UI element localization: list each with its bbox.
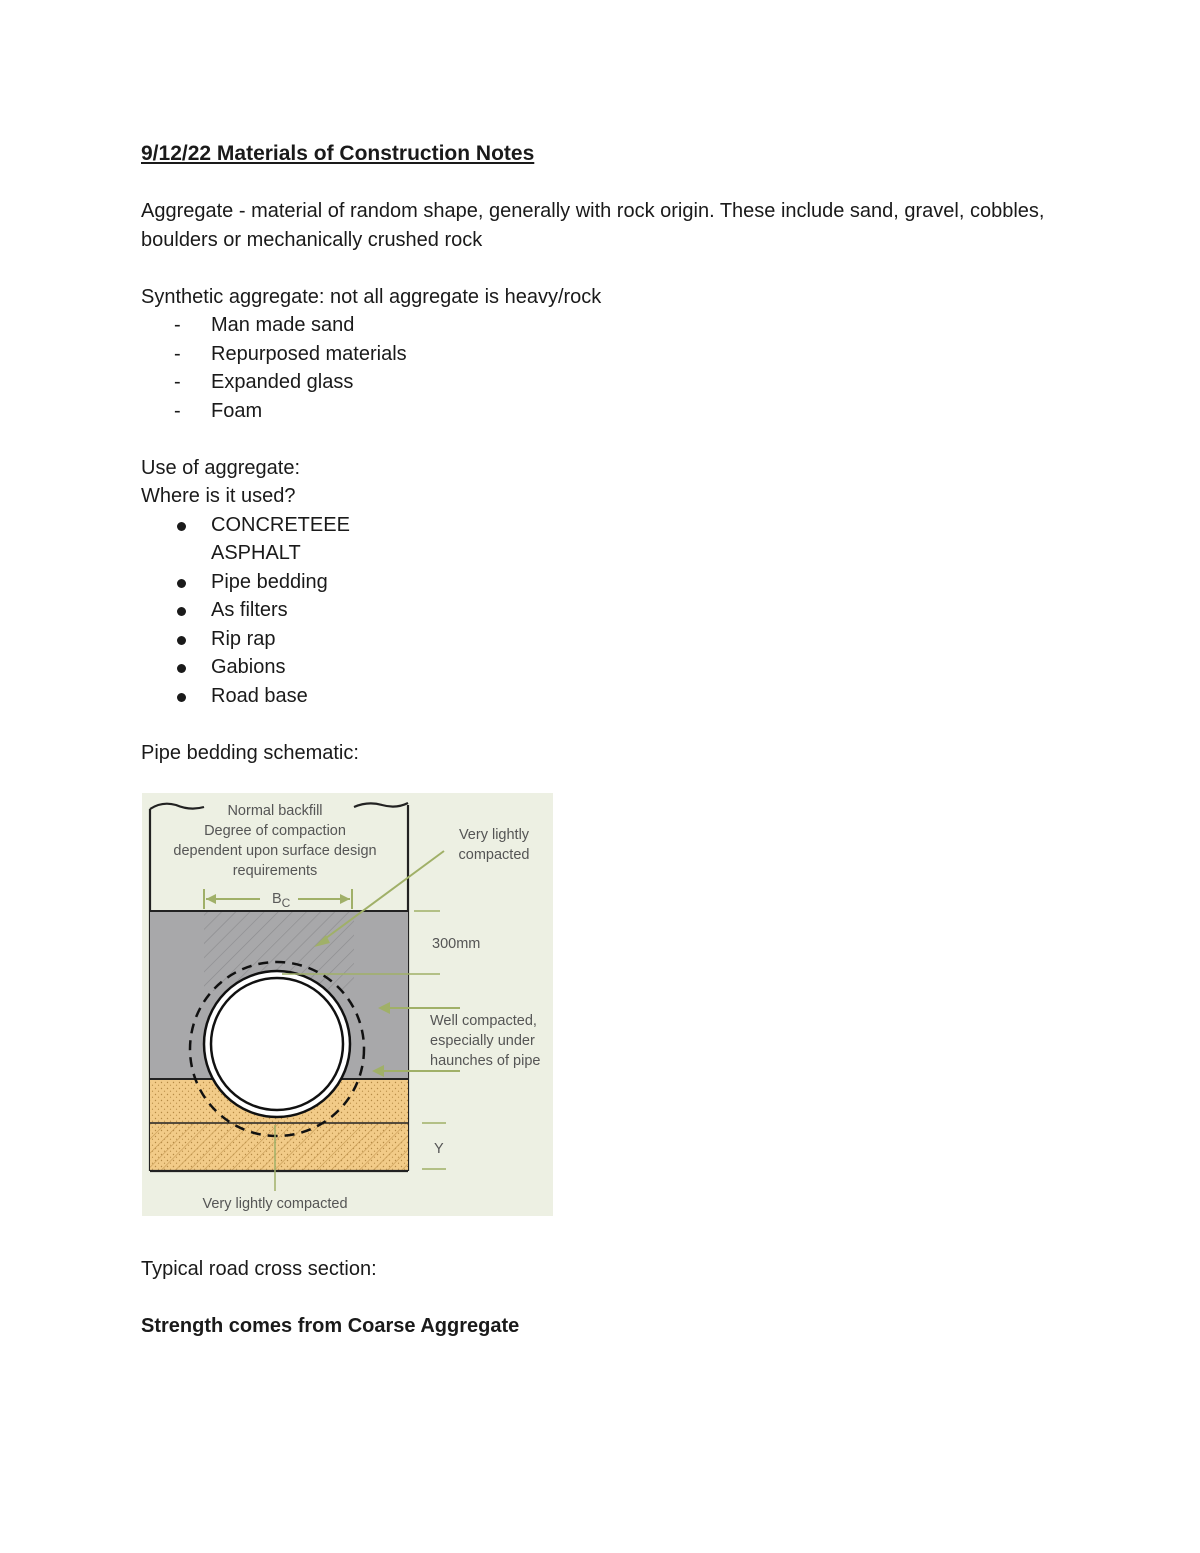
bullet-icon (177, 636, 186, 645)
very-lightly-bottom-label: Very lightly compacted (202, 1196, 348, 1212)
list-item: - Foam (141, 397, 1081, 426)
list-item: - Repurposed materials (141, 340, 1081, 369)
pipe-bedding-figure (142, 793, 553, 1216)
well-compacted-label-1: Well compacted, (430, 1013, 537, 1029)
very-lightly-label-1: Very lightly (458, 827, 530, 843)
compaction-label-2: dependent upon surface design (173, 843, 377, 859)
use-heading: Use of aggregate: (141, 456, 300, 479)
dash-marker: - (174, 342, 181, 365)
list-item: - Expanded glass (141, 368, 1081, 397)
where-heading: Where is it used? (141, 485, 296, 507)
pipe-heading: Pipe bedding schematic: (141, 741, 359, 764)
bullet-icon (177, 522, 186, 531)
list-item: Pipe bedding (141, 568, 1081, 597)
list-item: Road base (141, 682, 1081, 711)
list-item: - Man made sand (141, 311, 1081, 340)
bullet-icon (177, 579, 186, 588)
compaction-label-3: requirements (232, 863, 318, 879)
dash-marker: - (174, 399, 181, 422)
list-item: ASPHALT (211, 542, 301, 564)
bullet-icon (177, 664, 186, 673)
well-compacted-label-3: haunches of pipe (430, 1053, 541, 1069)
dash-marker: - (174, 371, 181, 393)
bullet-icon (177, 607, 186, 616)
very-lightly-label-2: compacted (458, 847, 530, 863)
list-item: As filters (141, 596, 1081, 625)
y-label: Y (434, 1141, 444, 1157)
dimension-300mm-label: 300mm (432, 936, 481, 952)
pipe-bedding-svg (142, 793, 553, 1216)
road-heading: Typical road cross section: (141, 1258, 377, 1280)
document-body (141, 140, 1081, 767)
synthetic-heading: Synthetic aggregate: not all aggregate is heavy/rock (141, 285, 602, 308)
well-compacted-label-2: especially under (430, 1033, 535, 1049)
page-title: 9/12/22 Materials of Construction Notes (141, 142, 535, 165)
list-item: CONCRETEEE (141, 511, 1081, 540)
bullet-icon (177, 693, 186, 702)
list-item: Gabions (141, 653, 1081, 682)
list-item: Rip rap (141, 625, 1081, 654)
bc-label: $B_C$ (272, 891, 291, 910)
use-list (141, 511, 1081, 711)
synthetic-list (141, 311, 1081, 425)
aggregate-definition: Aggregate - material of random shape, generally with rock origin. These include sand, gravel, cobbles, boulders or mechanically crushed rock (141, 200, 1045, 251)
dash-marker: - (174, 314, 181, 336)
strength-note: Strength comes from Coarse Aggregate (141, 1315, 520, 1337)
compaction-label-1: Degree of compaction (204, 823, 346, 839)
normal-backfill-label: Normal backfill (227, 803, 323, 819)
document-continued (141, 1255, 1081, 1341)
hatched-sand (150, 1123, 408, 1171)
